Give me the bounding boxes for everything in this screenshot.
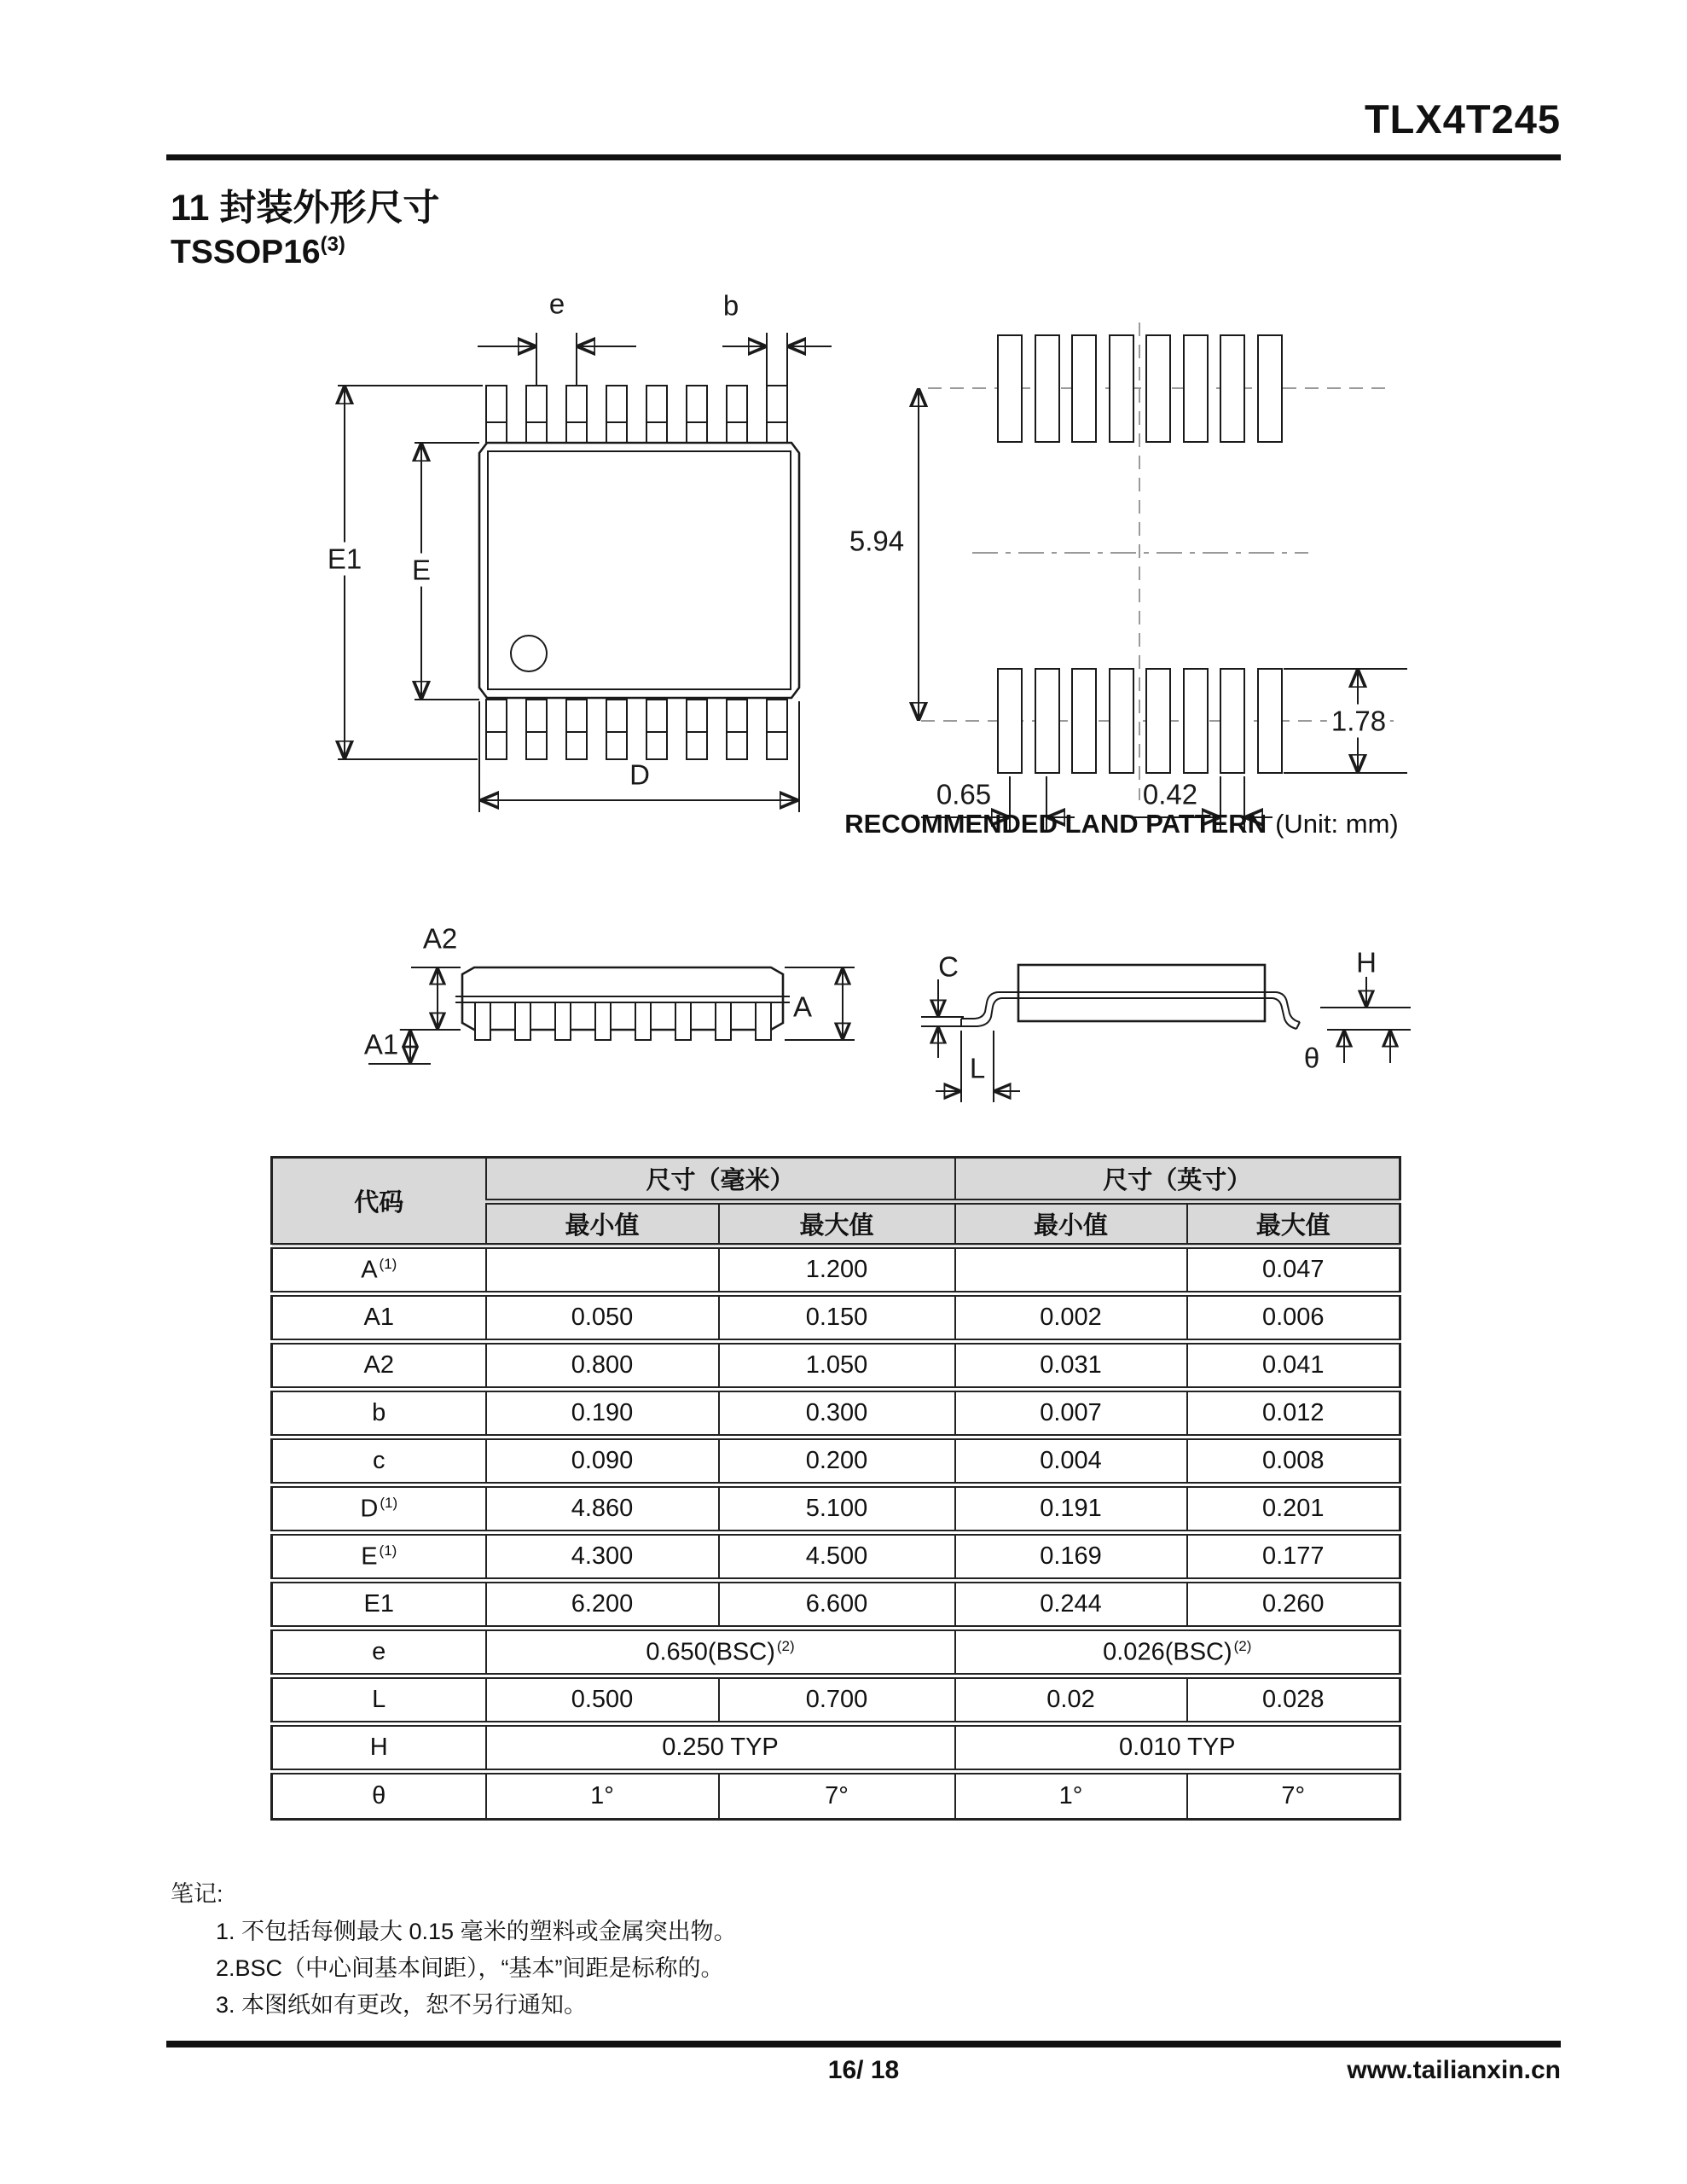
footer-page-number: 16/ 18 bbox=[827, 2056, 900, 2084]
cell-code-text: A1 bbox=[363, 1304, 394, 1331]
cell-mm-span-sup: (2) bbox=[776, 1637, 795, 1654]
cell-mm-max-text: 4.500 bbox=[805, 1542, 868, 1570]
cell-inch-max bbox=[1187, 1438, 1400, 1485]
cell-inch-max bbox=[1187, 1533, 1400, 1581]
cell-inch-min-text: 0.004 bbox=[1040, 1447, 1102, 1474]
table-row-A bbox=[272, 1246, 1400, 1294]
header-rule bbox=[166, 154, 1561, 160]
cell-inch-min bbox=[955, 1772, 1187, 1820]
cell-mm-span bbox=[486, 1724, 955, 1772]
dim-label-A1: A1 bbox=[363, 1028, 399, 1060]
cell-mm-max bbox=[719, 1390, 955, 1438]
cell-inch-min bbox=[955, 1533, 1187, 1581]
dim-label-L: L bbox=[969, 1052, 986, 1084]
cell-mm-min bbox=[486, 1533, 719, 1581]
dim-label-0-65: 0.65 bbox=[936, 778, 992, 810]
cell-inch-min bbox=[955, 1342, 1187, 1390]
cell-inch-min bbox=[955, 1676, 1187, 1724]
cell-inch-max bbox=[1187, 1581, 1400, 1629]
dim-label-E1: E1 bbox=[323, 543, 366, 576]
cell-mm-span bbox=[486, 1629, 955, 1676]
section-title: 11 封装外形尺寸 bbox=[171, 188, 440, 229]
cell-code-text: H bbox=[369, 1734, 388, 1761]
cell-code bbox=[272, 1581, 486, 1629]
package-label: TSSOP16 bbox=[171, 234, 321, 270]
cell-inch-min-text: 0.169 bbox=[1040, 1542, 1102, 1570]
dim-label-A2: A2 bbox=[422, 922, 458, 955]
table-row-b bbox=[272, 1390, 1400, 1438]
cell-code-text: A bbox=[361, 1256, 378, 1284]
top-pins bbox=[486, 386, 787, 443]
cell-mm-max bbox=[719, 1246, 955, 1294]
cell-mm-min bbox=[486, 1294, 719, 1342]
cell-inch-min bbox=[955, 1246, 1187, 1294]
package-name bbox=[171, 233, 345, 271]
table-row-A2 bbox=[272, 1342, 1400, 1390]
cell-inch-max-text: 7° bbox=[1281, 1782, 1306, 1809]
cell-mm-max-text: 0.700 bbox=[805, 1686, 868, 1713]
land-pattern-caption bbox=[840, 809, 1403, 839]
cell-mm-min bbox=[486, 1485, 719, 1533]
cell-mm-max bbox=[719, 1342, 955, 1390]
dim-label-e: e bbox=[548, 288, 565, 320]
dim-label-5-94: 5.94 bbox=[845, 525, 908, 558]
cell-code-sup: (1) bbox=[380, 1494, 398, 1511]
cell-inch-min-text: 0.244 bbox=[1040, 1590, 1102, 1618]
footer-rule bbox=[166, 2041, 1561, 2048]
cell-inch-span bbox=[955, 1724, 1400, 1772]
cell-inch-max bbox=[1187, 1676, 1400, 1724]
dimension-table bbox=[270, 1156, 1401, 1821]
package-footnote-sup: (3) bbox=[320, 233, 345, 256]
cell-mm-min-text: 0.800 bbox=[571, 1351, 634, 1379]
col-header-inch-max: 最大值 bbox=[1187, 1202, 1400, 1246]
dim-label-E: E bbox=[408, 554, 435, 587]
dim-label-0-42: 0.42 bbox=[1142, 778, 1198, 810]
cell-inch-max-text: 0.008 bbox=[1261, 1447, 1325, 1474]
cell-inch-min-text: 0.031 bbox=[1040, 1351, 1102, 1379]
table-row-c bbox=[272, 1438, 1400, 1485]
cell-mm-min-text: 0.090 bbox=[571, 1447, 634, 1474]
cell-inch-min-text: 0.02 bbox=[1046, 1686, 1095, 1713]
col-header-inch: 尺寸（英寸） bbox=[955, 1158, 1400, 1202]
cell-code bbox=[272, 1342, 486, 1390]
dim-label-b: b bbox=[722, 289, 739, 322]
cell-mm-max bbox=[719, 1294, 955, 1342]
cell-mm-max-text: 6.600 bbox=[805, 1590, 868, 1618]
side-view-end-drawing bbox=[913, 926, 1433, 1113]
note-item-2: 2.BSC（中心间基本间距），“基本”间距是标称的。 bbox=[216, 1955, 724, 1981]
note-item-3: 3. 本图纸如有更改，恕不另行通知。 bbox=[216, 1992, 588, 2018]
table-row-D bbox=[272, 1485, 1400, 1533]
cell-inch-span-sup: (2) bbox=[1233, 1637, 1252, 1654]
cell-code-text: θ bbox=[372, 1782, 386, 1809]
cell-mm-min-text: 0.190 bbox=[571, 1399, 634, 1426]
land-pattern-caption-unit: (Unit: mm) bbox=[1275, 809, 1399, 839]
cell-inch-max-text: 0.012 bbox=[1261, 1399, 1325, 1426]
cell-inch-min bbox=[955, 1485, 1187, 1533]
cell-inch-max bbox=[1187, 1772, 1400, 1820]
cell-code-text: L bbox=[372, 1686, 386, 1713]
cell-inch-min-text: 0.007 bbox=[1040, 1399, 1102, 1426]
cell-code-text: c bbox=[373, 1447, 386, 1474]
cell-inch-max bbox=[1187, 1246, 1400, 1294]
cell-code-text: e bbox=[372, 1638, 386, 1665]
cell-code-text: D bbox=[360, 1495, 379, 1523]
notes-title: 笔记: bbox=[171, 1881, 223, 1907]
dim-label-C: C bbox=[938, 950, 959, 983]
cell-inch-max bbox=[1187, 1390, 1400, 1438]
package-body-outline bbox=[479, 443, 799, 698]
cell-mm-max bbox=[719, 1676, 955, 1724]
dim-label-H: H bbox=[1356, 946, 1377, 979]
cell-inch-max-text: 0.028 bbox=[1261, 1686, 1325, 1713]
cell-mm-min bbox=[486, 1246, 719, 1294]
bottom-pins bbox=[486, 700, 787, 759]
cell-inch-min bbox=[955, 1581, 1187, 1629]
cell-mm-min-text: 6.200 bbox=[571, 1590, 634, 1618]
table-row-θ bbox=[272, 1772, 1400, 1820]
col-header-inch-min: 最小值 bbox=[955, 1202, 1187, 1246]
cell-mm-span-text: 0.650(BSC) bbox=[646, 1638, 775, 1666]
cell-mm-min bbox=[486, 1342, 719, 1390]
table-row-E bbox=[272, 1533, 1400, 1581]
cell-mm-min-text: 1° bbox=[590, 1782, 614, 1809]
table-row-H bbox=[272, 1724, 1400, 1772]
dim-label-1-78: 1.78 bbox=[1327, 705, 1390, 738]
cell-inch-max-text: 0.041 bbox=[1261, 1351, 1325, 1379]
cell-inch-span-text: 0.010 TYP bbox=[1119, 1734, 1236, 1761]
cell-mm-min bbox=[486, 1581, 719, 1629]
note-item-1: 1. 不包括每侧最大 0.15 毫米的塑料或金属突出物。 bbox=[216, 1919, 737, 1944]
cell-code bbox=[272, 1485, 486, 1533]
dimension-table-body bbox=[272, 1246, 1400, 1820]
cell-inch-max bbox=[1187, 1342, 1400, 1390]
col-header-mm: 尺寸（毫米） bbox=[486, 1158, 955, 1202]
cell-inch-span bbox=[955, 1629, 1400, 1676]
cell-code bbox=[272, 1390, 486, 1438]
cell-code bbox=[272, 1246, 486, 1294]
cell-mm-min bbox=[486, 1438, 719, 1485]
dim-label-A: A bbox=[792, 990, 813, 1023]
cell-inch-min-text: 1° bbox=[1058, 1782, 1083, 1809]
dim-label-D: D bbox=[629, 758, 650, 791]
cell-code bbox=[272, 1724, 486, 1772]
cell-mm-max bbox=[719, 1772, 955, 1820]
cell-inch-min-text: 0.191 bbox=[1040, 1495, 1102, 1522]
cell-mm-min-text: 4.860 bbox=[571, 1495, 634, 1522]
cell-code bbox=[272, 1438, 486, 1485]
cell-mm-min-text: 4.300 bbox=[571, 1542, 634, 1570]
cell-inch-min bbox=[955, 1438, 1187, 1485]
cell-mm-max-text: 0.300 bbox=[805, 1399, 868, 1426]
doc-title: TLX4T245 bbox=[1364, 96, 1561, 142]
cell-mm-min-text: 0.050 bbox=[571, 1304, 634, 1331]
table-row-A1 bbox=[272, 1294, 1400, 1342]
cell-inch-max-text: 0.006 bbox=[1261, 1304, 1325, 1331]
cell-code bbox=[272, 1772, 486, 1820]
cell-mm-max bbox=[719, 1485, 955, 1533]
cell-code-text: E bbox=[361, 1542, 378, 1571]
cell-mm-span-text: 0.250 TYP bbox=[662, 1734, 779, 1761]
cell-code bbox=[272, 1629, 486, 1676]
table-row-e bbox=[272, 1629, 1400, 1676]
cell-mm-max-text: 0.150 bbox=[805, 1304, 868, 1331]
cell-code-text: E1 bbox=[363, 1590, 394, 1618]
cell-code-sup: (1) bbox=[379, 1542, 397, 1559]
cell-inch-span-text: 0.026(BSC) bbox=[1103, 1638, 1232, 1666]
col-header-mm-min: 最小值 bbox=[486, 1202, 719, 1246]
cell-mm-min bbox=[486, 1772, 719, 1820]
side-body-outline bbox=[462, 967, 783, 1030]
dim-label-theta: θ bbox=[1303, 1042, 1320, 1074]
land-pattern-caption-title: RECOMMENDED LAND PATTERN bbox=[844, 809, 1267, 839]
cell-mm-min bbox=[486, 1676, 719, 1724]
table-row-E1 bbox=[272, 1581, 1400, 1629]
cell-code-sup: (1) bbox=[379, 1255, 397, 1272]
cell-inch-min-text: 0.002 bbox=[1040, 1304, 1102, 1331]
table-row-L bbox=[272, 1676, 1400, 1724]
cell-inch-max-text: 0.260 bbox=[1261, 1590, 1325, 1618]
col-header-code: 代码 bbox=[272, 1158, 486, 1246]
land-pattern-drawing bbox=[836, 282, 1433, 870]
cell-code bbox=[272, 1533, 486, 1581]
cell-inch-max bbox=[1187, 1294, 1400, 1342]
cell-inch-max bbox=[1187, 1485, 1400, 1533]
table-header-groups bbox=[272, 1158, 1400, 1202]
cell-mm-max-text: 5.100 bbox=[805, 1495, 868, 1522]
cell-mm-min-text: 0.500 bbox=[571, 1686, 634, 1713]
package-top-view-drawing bbox=[171, 282, 870, 845]
cell-inch-max-text: 0.201 bbox=[1261, 1495, 1325, 1522]
cell-code-text: A2 bbox=[363, 1351, 394, 1379]
cell-mm-min bbox=[486, 1390, 719, 1438]
cell-mm-max-text: 0.200 bbox=[805, 1447, 868, 1474]
col-header-mm-max: 最大值 bbox=[719, 1202, 955, 1246]
footer-website: www.tailianxin.cn bbox=[1347, 2056, 1561, 2084]
cell-mm-max bbox=[719, 1438, 955, 1485]
cell-inch-min bbox=[955, 1390, 1187, 1438]
cell-inch-max-text: 0.177 bbox=[1261, 1542, 1325, 1570]
cell-code bbox=[272, 1676, 486, 1724]
cell-mm-max-text: 1.200 bbox=[805, 1256, 868, 1283]
cell-mm-max-text: 1.050 bbox=[805, 1351, 868, 1379]
cell-code bbox=[272, 1294, 486, 1342]
cell-code-text: b bbox=[372, 1399, 386, 1426]
cell-mm-max bbox=[719, 1581, 955, 1629]
cell-inch-max-text: 0.047 bbox=[1261, 1256, 1325, 1283]
cell-mm-max-text: 7° bbox=[825, 1782, 849, 1809]
cell-inch-min bbox=[955, 1294, 1187, 1342]
cell-mm-max bbox=[719, 1533, 955, 1581]
